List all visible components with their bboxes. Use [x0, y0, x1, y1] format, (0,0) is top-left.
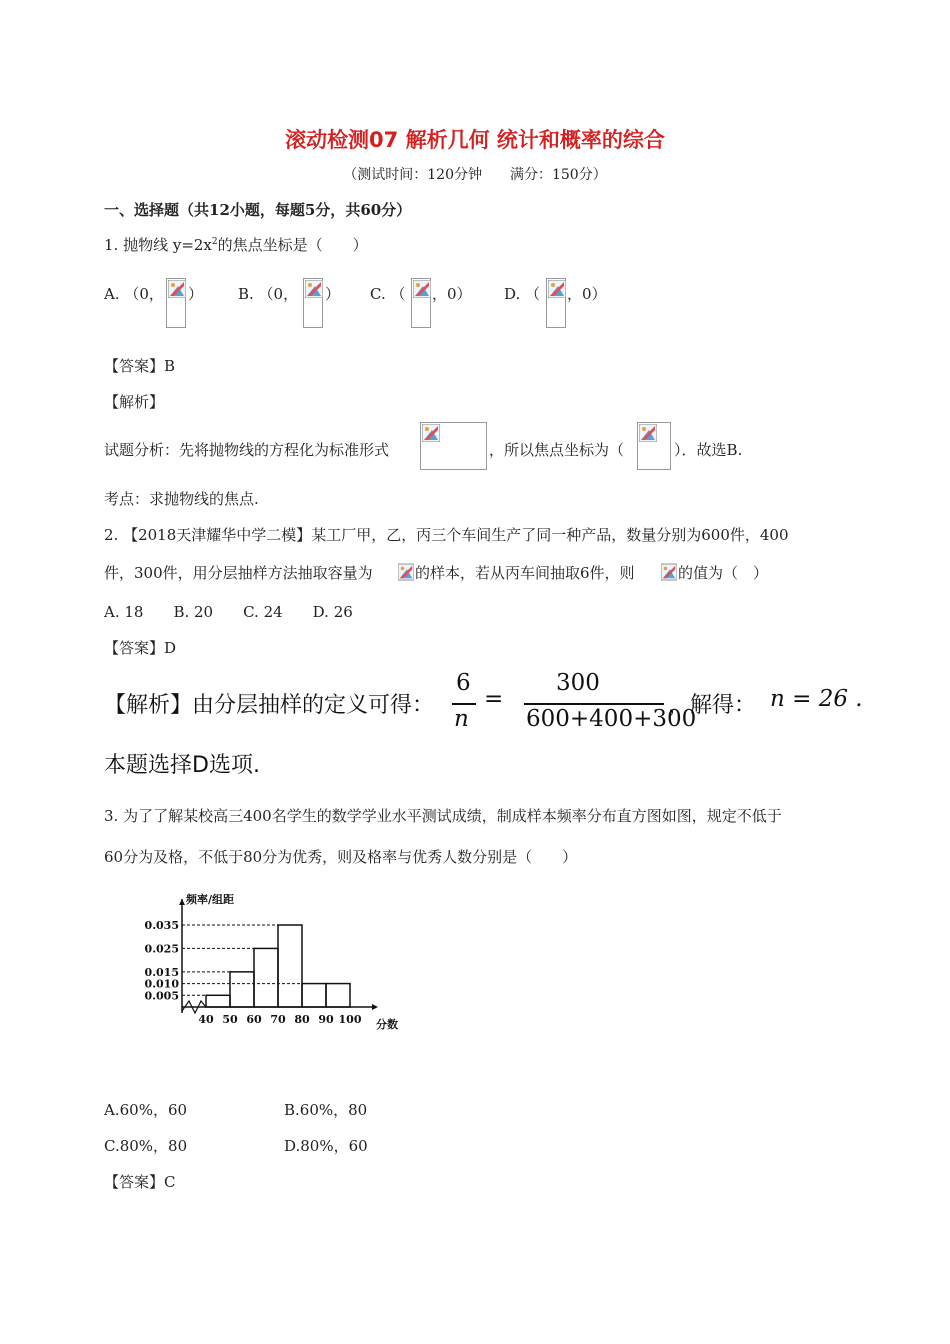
section-heading: 一、选择题（共12小题，每题5分，共60分） [104, 201, 412, 219]
q1-stem-sup: 2 [211, 237, 218, 247]
q3-option-d: D.80%，60 [284, 1137, 368, 1155]
q3-option-a: A.60%，60 [104, 1101, 188, 1119]
q1-analysis-head: 【解析】 [104, 393, 165, 411]
q3-option-c: C.80%，80 [104, 1137, 188, 1155]
broken-image-icon [420, 422, 487, 470]
broken-image-icon [411, 278, 431, 328]
y-tick-label: 0.015 [144, 965, 179, 979]
broken-image-icon [303, 278, 323, 328]
q1-analysis-b: ，所以焦点坐标为（ [489, 441, 625, 459]
x-tick-label: 100 [338, 1013, 362, 1026]
histogram-bar [206, 995, 230, 1007]
x-axis-arrow [372, 1004, 378, 1010]
y-axis-label: 频率/组距 [186, 893, 235, 906]
histogram-bar [302, 984, 326, 1007]
q1-stem-b: 的焦点坐标是（ ） [217, 236, 368, 254]
broken-image-icon [398, 563, 414, 581]
fraction-bar [452, 703, 476, 705]
x-tick-label: 90 [318, 1013, 334, 1026]
y-tick-label: 0.005 [144, 989, 179, 1003]
q3-line2: 60分为及格，不低于80分为优秀，则及格率与优秀人数分别是（ ） [104, 848, 578, 866]
q1-option-d-label: D. （ [504, 285, 541, 303]
x-axis-label: 分数 [376, 1018, 398, 1031]
q3-option-b: B.60%，80 [284, 1101, 368, 1119]
y-tick-label: 0.035 [144, 919, 179, 932]
q2-answer: 【答案】D [104, 639, 177, 657]
q2-equals: = [484, 686, 504, 712]
frequency-histogram [120, 885, 420, 1035]
q1-analysis-c: ）．故选B. [674, 441, 743, 459]
histogram-bar [326, 984, 350, 1007]
x-tick-label: 70 [270, 1013, 286, 1026]
q2-result: n = 26 . [770, 686, 863, 712]
q2-frac2-num: 300 [556, 670, 600, 696]
y-axis-arrow [179, 899, 185, 905]
q1-analysis-a: 试题分析：先将抛物线的方程化为标准形式 [104, 441, 390, 459]
x-tick-label: 60 [246, 1013, 262, 1026]
question-1-stem [104, 234, 368, 255]
q2-frac1-den: n [454, 706, 469, 732]
fraction-bar [524, 703, 664, 705]
x-tick-label: 80 [294, 1013, 310, 1026]
broken-image-icon [546, 278, 566, 328]
histogram-bar [230, 972, 254, 1007]
q1-option-b-label: B. （0， [238, 285, 299, 303]
y-tick-label: 0.025 [144, 942, 179, 956]
histogram-bar [278, 925, 302, 1007]
x-tick-label: 40 [198, 1013, 214, 1026]
q3-line1: 3. 为了了解某校高三400名学生的数学学业水平测试成绩，制成样本频率分布直方图如图，规定不低于 [104, 807, 782, 825]
q2-line1: 2. 【2018天津耀华中学二模】某工厂甲，乙，丙三个车间生产了同一种产品，数量分别为600件，400 [104, 526, 789, 544]
broken-image-icon [661, 563, 677, 581]
q1-answer: 【答案】B [104, 357, 176, 375]
q2-line2-c: 的值为（ ） [678, 564, 769, 582]
q2-analysis-a: 【解析】由分层抽样的定义可得： [104, 693, 435, 718]
q1-option-a-close: ） [188, 285, 204, 303]
q2-conclusion: 本题选择D选项. [104, 753, 260, 778]
page-title: 滚动检测07 解析几何 统计和概率的综合 [285, 128, 665, 152]
q1-option-c-label: C. （ [370, 285, 406, 303]
q1-option-a-label: A. （0， [104, 285, 164, 303]
histogram-bar [254, 948, 278, 1007]
q1-stem-a: 1. 抛物线 y=2x [104, 236, 212, 254]
page-subtitle: （测试时间：120分钟 满分：150分） [343, 167, 607, 183]
q2-frac2-den: 600+400+300 [526, 706, 697, 732]
q2-line2-b: 的样本，若从丙车间抽取6件，则 [415, 564, 635, 582]
broken-image-icon [166, 278, 186, 328]
broken-image-icon [637, 422, 671, 470]
q3-answer: 【答案】C [104, 1173, 176, 1191]
x-tick-label: 50 [222, 1013, 238, 1026]
q2-line2-a: 件，300件，用分层抽样方法抽取容量为 [104, 564, 373, 582]
q2-analysis-b: ，解得： [668, 693, 757, 718]
y-tick-label: 0.010 [144, 977, 179, 991]
q1-kaodian: 考点：求抛物线的焦点. [104, 490, 259, 508]
q1-option-c-close: ，0） [432, 285, 472, 303]
q1-option-d-close: ，0） [567, 285, 607, 303]
q1-option-b-close: ） [325, 285, 341, 303]
q2-frac1-num: 6 [456, 670, 471, 696]
q2-options: A. 18 B. 20 C. 24 D. 26 [104, 603, 353, 621]
